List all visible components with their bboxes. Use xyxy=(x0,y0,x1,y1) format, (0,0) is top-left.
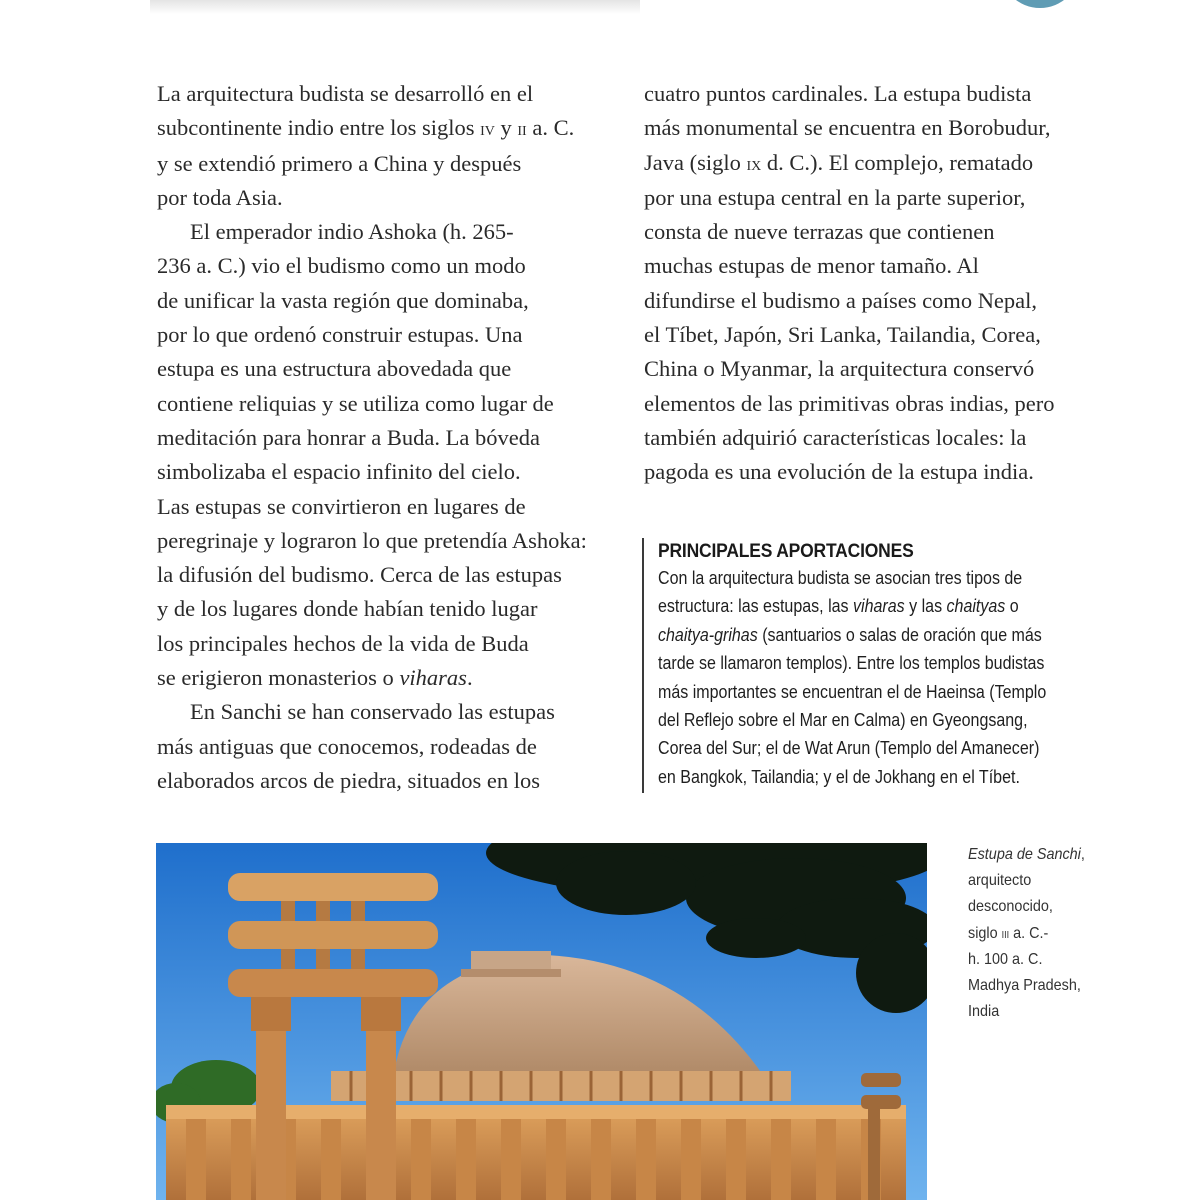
corner-emblem xyxy=(1000,0,1080,8)
photo-caption: Estupa de Sanchi, arquitecto desconocido, siglo iii a. C.- h. 100 a. C. Madhya Pradesh, India xyxy=(968,846,1085,1021)
paragraph-1: La arquitectura budista se desarrolló en el subcontinente indio entre los siglos iv y ii a. C. y se extendió primero a China y después por toda Asia. xyxy=(157,81,575,210)
header-strip xyxy=(150,0,640,14)
sanchi-stupa-photo xyxy=(156,843,927,1200)
paragraph-2: El emperador indio Ashoka (h. 265- 236 a. C.) vio el budismo como un modo de unificar la vasta región que dominaba, por lo que ordenó construir estupas. Una estupa es una estructura abovedada que contiene reliquias y se utiliza como lugar de meditación para honrar a Buda. La bóveda simbolizaba el espacio infinito del cielo. Las estupas se convirtieron en lugares de peregrinaje y lograron lo que pretendía Ashoka: la difusión del budismo. Cerca de las estupas y de los lugares donde habían tenido lugar los principales hechos de la vida de Buda se erigieron monasterios o viharas. xyxy=(157,219,587,691)
paragraph-3-continued: cuatro puntos cardinales. La estupa budista más monumental se encuentra en Borobudur, Java (siglo ix d. C.). El complejo, rematado por una estupa central en la parte superior, consta de nueve terrazas que contienen muchas estupas de menor tamaño. Al difundirse el budismo a países como Nepal, el Tíbet, Japón, Sri Lanka, Tailandia, Corea, China o Myanmar, la arquitectura conservó elementos de las primitivas obras indias, pero también adquirió características locales: la pagoda es una evolución de la estupa india. xyxy=(644,81,1055,485)
sidebar-box xyxy=(642,538,1102,793)
paragraph-3: En Sanchi se han conservado las estupas más antiguas que conocemos, rodeadas de elaborados arcos de piedra, situados en los xyxy=(157,699,555,793)
stupa-illustration xyxy=(156,843,927,1200)
main-text-right-column xyxy=(644,77,1114,490)
caption-title: Estupa de Sanchi xyxy=(968,846,1081,863)
main-text-left-column xyxy=(157,77,637,798)
sidebar-body: Con la arquitectura budista se asocian tres tipos de estructura: las estupas, las viharas y las chaityas o chaitya-grihas (santuarios o salas de oración que más tarde se llamaron templos). Entre los templos budistas más importantes se encuentran el de Haeinsa (Templo del Reflejo sobre el Mar en Calma) en Gyeongsang, Corea del Sur; el de Wat Arun (Templo del Amanecer) en Bangkok, Tailandia; y el de Jokhang en el Tíbet. xyxy=(658,568,1047,787)
sidebar-title: PRINCIPALES APORTACIONES xyxy=(658,541,914,562)
